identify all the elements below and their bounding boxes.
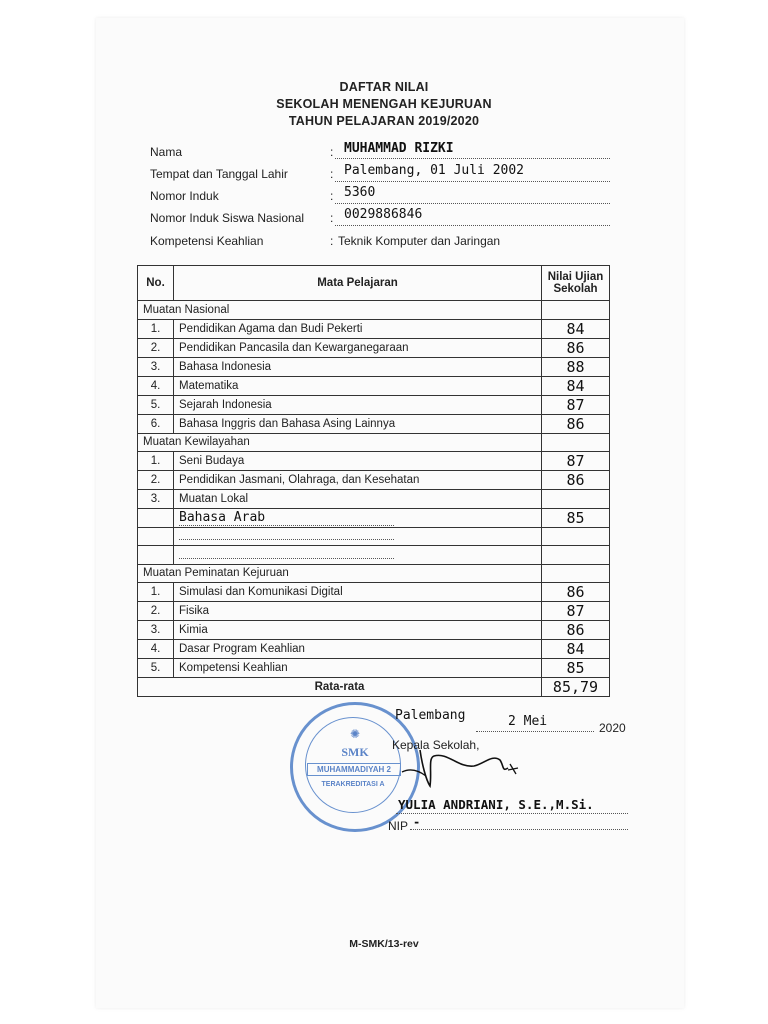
row-score: 86 xyxy=(542,583,610,602)
row-no: 4. xyxy=(138,640,174,659)
average-row xyxy=(138,678,610,697)
row-score: 87 xyxy=(542,395,610,414)
row-score: 84 xyxy=(542,640,610,659)
group-row xyxy=(138,301,610,320)
principal-name-dotted-line xyxy=(396,813,628,814)
table-row xyxy=(138,338,610,357)
birth-value: Palembang, 01 Juli 2002 xyxy=(344,163,525,178)
table-row xyxy=(138,621,610,640)
blank-subject-line xyxy=(174,546,542,565)
row-score: 87 xyxy=(542,602,610,621)
row-subject: Simulasi dan Komunikasi Digital xyxy=(174,583,542,602)
nisn-dotted-line xyxy=(335,225,610,226)
table-row xyxy=(138,508,610,527)
row-subject: Bahasa Indonesia xyxy=(174,357,542,376)
nisn-value: 0029886846 xyxy=(344,207,423,222)
table-row xyxy=(138,583,610,602)
local-subject: Bahasa Arab xyxy=(179,510,394,526)
row-no: 2. xyxy=(138,602,174,621)
group-row xyxy=(138,564,610,583)
row-subject: Matematika xyxy=(174,376,542,395)
group-label: Muatan Nasional xyxy=(138,301,542,320)
sun-emblem-icon: ✺ xyxy=(349,727,361,741)
table-header-row xyxy=(138,266,610,301)
kompetensi-colon: : xyxy=(330,234,334,248)
row-score: 84 xyxy=(542,319,610,338)
row-subject: Dasar Program Keahlian xyxy=(174,640,542,659)
title-line-1: DAFTAR NILAI xyxy=(339,80,429,94)
row-score xyxy=(542,527,610,546)
row-score: 86 xyxy=(542,414,610,433)
title-line-2: SEKOLAH MENENGAH KEJURUAN xyxy=(276,97,492,111)
table-row xyxy=(138,527,610,546)
group-score-cell xyxy=(542,301,610,320)
row-score: 85 xyxy=(542,659,610,678)
form-code: M-SMK/13-rev xyxy=(349,938,419,950)
blank-subject-line xyxy=(174,527,542,546)
group-row xyxy=(138,433,610,452)
header-no: No. xyxy=(138,266,174,301)
row-subject: Sejarah Indonesia xyxy=(174,395,542,414)
row-subject: Muatan Lokal xyxy=(174,490,542,509)
kompetensi-label: Kompetensi Keahlian xyxy=(150,234,264,248)
row-subject: Pendidikan Jasmani, Olahraga, dan Kesehatan xyxy=(174,471,542,490)
birth-label: Tempat dan Tanggal Lahir xyxy=(150,167,288,181)
grades-table xyxy=(137,265,610,697)
name-dotted-line xyxy=(335,158,610,159)
nip-label: NIP xyxy=(388,819,409,833)
name-label: Nama xyxy=(150,145,183,159)
table-row xyxy=(138,376,610,395)
sign-place: Palembang xyxy=(395,708,466,723)
row-no: 1. xyxy=(138,583,174,602)
nis-label: Nomor Induk xyxy=(150,189,219,203)
row-score xyxy=(542,490,610,509)
header-score-line-2: Sekolah xyxy=(553,283,598,295)
row-no: 5. xyxy=(138,659,174,678)
dotted-line xyxy=(179,548,394,559)
nis-colon: : xyxy=(330,189,334,203)
group-label: Muatan Kewilayahan xyxy=(138,433,542,452)
row-score: 84 xyxy=(542,376,610,395)
row-subject: Fisika xyxy=(174,602,542,621)
nisn-label: Nomor Induk Siswa Nasional xyxy=(150,211,305,225)
table-row xyxy=(138,490,610,509)
row-no: 3. xyxy=(138,621,174,640)
table-row xyxy=(138,471,610,490)
table-row xyxy=(138,640,610,659)
row-subject: Kimia xyxy=(174,621,542,640)
row-no: 5. xyxy=(138,395,174,414)
principal-name: YULIA ANDRIANI, S.E.,M.Si. xyxy=(398,797,594,812)
nis-dotted-line xyxy=(335,203,610,204)
header-subject: Mata Pelajaran xyxy=(174,266,542,301)
row-subject: Seni Budaya xyxy=(174,452,542,471)
sign-year: 2020 xyxy=(599,721,626,735)
table-row xyxy=(138,414,610,433)
birth-dotted-line xyxy=(335,181,610,182)
kompetensi-value: Teknik Komputer dan Jaringan xyxy=(338,234,501,248)
nip-dotted-line xyxy=(410,829,628,830)
title-line-3: TAHUN PELAJARAN 2019/2020 xyxy=(288,114,480,128)
table-row xyxy=(138,319,610,338)
row-no: 6. xyxy=(138,414,174,433)
signature-scribble xyxy=(400,742,530,792)
table-row xyxy=(138,395,610,414)
row-score: 87 xyxy=(542,452,610,471)
row-score: 86 xyxy=(542,471,610,490)
row-no: 1. xyxy=(138,319,174,338)
row-score: 86 xyxy=(542,338,610,357)
birth-colon: : xyxy=(330,167,334,181)
row-subject: Pendidikan Pancasila dan Kewarganegaraan xyxy=(174,338,542,357)
row-no xyxy=(138,527,174,546)
date-dotted-line xyxy=(476,731,594,732)
header-score xyxy=(542,266,610,301)
stamp-accredited: TERAKREDITASI A xyxy=(321,781,385,788)
row-no: 2. xyxy=(138,338,174,357)
group-score-cell xyxy=(542,433,610,452)
row-no: 3. xyxy=(138,490,174,509)
local-score: 85 xyxy=(542,508,610,527)
average-label: Rata-rata xyxy=(138,678,542,697)
sign-role: Kepala Sekolah, xyxy=(392,738,480,752)
row-no xyxy=(138,508,174,527)
nisn-colon: : xyxy=(330,211,334,225)
table-row xyxy=(138,452,610,471)
row-subject: Bahasa Inggris dan Bahasa Asing Lainnya xyxy=(174,414,542,433)
dotted-line xyxy=(179,529,394,540)
row-no xyxy=(138,546,174,565)
average-value: 85,79 xyxy=(542,678,610,697)
table-row xyxy=(138,357,610,376)
nis-value: 5360 xyxy=(344,185,376,200)
row-score xyxy=(542,546,610,565)
group-label: Muatan Peminatan Kejuruan xyxy=(138,564,542,583)
stamp-school: MUHAMMADIYAH 2 xyxy=(307,763,401,776)
name-colon: : xyxy=(330,145,334,159)
row-subject: Pendidikan Agama dan Budi Pekerti xyxy=(174,319,542,338)
sign-date: 2 Mei xyxy=(508,714,548,729)
name-value: MUHAMMAD RIZKI xyxy=(344,141,454,156)
header-score-line-1: Nilai Ujian xyxy=(547,271,604,283)
row-no: 1. xyxy=(138,452,174,471)
group-score-cell xyxy=(542,564,610,583)
stamp-smk: SMK xyxy=(341,745,369,759)
row-no: 2. xyxy=(138,471,174,490)
table-row xyxy=(138,546,610,565)
local-subject-cell xyxy=(174,508,542,527)
row-subject: Kompetensi Keahlian xyxy=(174,659,542,678)
nip-value: - xyxy=(413,815,421,829)
row-no: 4. xyxy=(138,376,174,395)
row-score: 86 xyxy=(542,621,610,640)
row-score: 88 xyxy=(542,357,610,376)
table-row xyxy=(138,602,610,621)
table-row xyxy=(138,659,610,678)
row-no: 3. xyxy=(138,357,174,376)
